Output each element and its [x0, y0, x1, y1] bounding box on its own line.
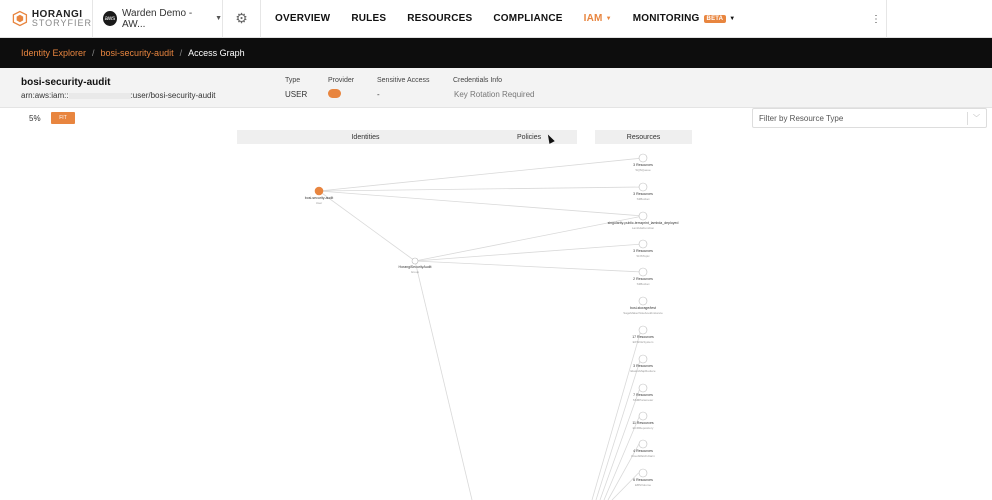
resource-node-label: 3 Resources — [633, 249, 653, 253]
resource-node-label: 4 Resources — [633, 449, 653, 453]
group-node[interactable] — [412, 258, 418, 264]
user-node-label: bosi-security-audit — [304, 196, 334, 200]
chevron-down-icon: ▼ — [215, 15, 222, 22]
resource-node-label: 7 Resources — [633, 393, 653, 397]
filter-divider — [967, 112, 968, 125]
breadcrumb — [0, 38, 992, 68]
chevron-down-icon: ▼ — [605, 15, 612, 22]
resource-node[interactable] — [639, 384, 647, 392]
resource-node-type: ElasticMapReduce — [630, 369, 656, 373]
sensitive-access-label: Sensitive Access — [377, 77, 430, 84]
resource-node-type: SSMParameter — [632, 398, 654, 402]
group-node-label: HorangiSecurityAudit — [398, 265, 432, 269]
resource-node-type: S3Bucket — [636, 282, 650, 286]
resource-node-label: bosi-storage/test — [630, 306, 656, 310]
resource-node-label: singularity-public-terraprint_lambda_deployed — [607, 221, 679, 225]
resource-node-label: 3 Resources — [633, 364, 653, 368]
fit-button[interactable]: FIT — [51, 112, 75, 124]
resource-node[interactable] — [639, 297, 647, 305]
nav-divider — [886, 0, 887, 38]
breadcrumb-identity-explorer[interactable]: Identity Explorer — [21, 48, 87, 58]
nav-iam[interactable] — [584, 13, 612, 24]
tiger-logo-icon — [12, 10, 28, 27]
resource-node-type: CloudWatchAlarm — [630, 454, 656, 458]
beta-badge: BETA — [704, 15, 727, 23]
type-label: Type — [285, 77, 301, 84]
resource-node-type: S3Bucket — [636, 197, 650, 201]
edge-group-resource — [415, 244, 643, 261]
nav-overview[interactable]: OVERVIEW — [275, 13, 331, 24]
resource-node[interactable] — [639, 183, 647, 191]
credentials-value: Key Rotation Required — [454, 90, 535, 99]
resource-node[interactable] — [639, 268, 647, 276]
edge-user-resource — [319, 158, 643, 191]
resource-node-label: 17 Resources — [632, 335, 654, 339]
resource-node-label: 6 Resources — [633, 478, 653, 482]
identity-info — [0, 68, 992, 108]
edge-user-group — [319, 191, 415, 261]
credentials-label: Credentials Info — [453, 77, 503, 84]
resource-node[interactable] — [639, 440, 647, 448]
resource-node[interactable] — [639, 154, 647, 162]
redacted-account-id — [69, 93, 131, 99]
sensitive-access-value: - — [377, 90, 380, 99]
resource-node-type: ECRRepository — [632, 426, 654, 430]
nav-monitoring-label: MONITORING — [632, 13, 700, 24]
breadcrumb-current: Access Graph — [188, 48, 245, 58]
resource-node-type: LambdaFunction — [631, 226, 655, 230]
identity-arn — [21, 91, 216, 100]
provider-label: Provider — [328, 77, 355, 84]
resource-type-filter[interactable] — [752, 108, 987, 128]
identity-name: bosi-security-audit — [21, 77, 111, 88]
graph-toolbar — [0, 108, 992, 130]
resource-node[interactable] — [639, 412, 647, 420]
chevron-down-icon: ﹀ — [973, 115, 980, 122]
resource-node-type: EFSFileSystem — [632, 340, 654, 344]
logo[interactable] — [0, 0, 93, 38]
column-identities: Identities — [237, 130, 494, 144]
resource-node-label: 11 Resources — [632, 421, 654, 425]
zoom-level: 5% — [29, 114, 41, 123]
edge-user-resource — [319, 191, 643, 216]
aws-icon: aws — [103, 11, 117, 26]
column-policies: Policies — [494, 130, 577, 144]
group-node-type: Group — [410, 270, 420, 274]
chevron-down-icon: ▼ — [729, 15, 736, 22]
resource-node[interactable] — [639, 326, 647, 334]
breadcrumb-separator: / — [92, 48, 95, 58]
edge-user-resource — [319, 187, 643, 191]
top-nav — [0, 0, 992, 38]
kebab-icon[interactable]: ⋮ — [871, 13, 881, 25]
resource-node-type: SQSQueue — [635, 168, 651, 172]
edge-group-resource — [415, 261, 643, 272]
user-node-type: User — [315, 201, 323, 205]
breadcrumb-identity[interactable]: bosi-security-audit — [100, 48, 174, 58]
nav-iam-label: IAM — [583, 13, 603, 24]
logo-subtitle: STORYFIER — [31, 17, 92, 28]
breadcrumb-separator: / — [179, 48, 183, 58]
aws-cloud-icon — [328, 89, 341, 98]
graph-edges — [0, 144, 992, 500]
nav-rules[interactable]: RULES — [351, 13, 387, 24]
nav-compliance[interactable]: COMPLIANCE — [493, 13, 563, 24]
column-resources: Resources — [595, 130, 692, 144]
account-name: Warden Demo - AW... — [121, 7, 193, 30]
resource-node-label: 2 Resources — [633, 277, 653, 281]
logo-title: HORANGI — [31, 8, 83, 20]
main-menu — [261, 0, 756, 38]
filter-placeholder: Filter by Resource Type — [759, 113, 844, 123]
resource-node[interactable] — [639, 212, 647, 220]
resource-node[interactable] — [639, 355, 647, 363]
account-selector[interactable] — [93, 0, 223, 38]
arn-prefix: arn:aws:iam:: — [21, 91, 69, 100]
resource-node-label: 3 Resources — [633, 163, 653, 167]
user-node[interactable] — [315, 187, 323, 195]
nav-resources[interactable]: RESOURCES — [407, 13, 473, 24]
access-graph[interactable] — [0, 144, 992, 500]
edge-group-down — [415, 261, 472, 500]
nav-monitoring[interactable] — [633, 13, 736, 24]
type-value: USER — [285, 90, 308, 99]
resource-node[interactable] — [639, 240, 647, 248]
edge-resource-down — [592, 330, 641, 500]
resource-node-type: SageMakerNotebookInstance — [623, 311, 663, 315]
resource-node-type: SNSTopic — [636, 254, 650, 258]
resource-node-type: EBSVolume — [634, 483, 652, 487]
resource-node[interactable] — [639, 469, 647, 477]
resource-node-label: 3 Resources — [633, 192, 653, 196]
settings-gear-icon[interactable]: ⚙ — [223, 0, 261, 38]
arn-suffix: :user/bosi-security-audit — [130, 91, 216, 100]
